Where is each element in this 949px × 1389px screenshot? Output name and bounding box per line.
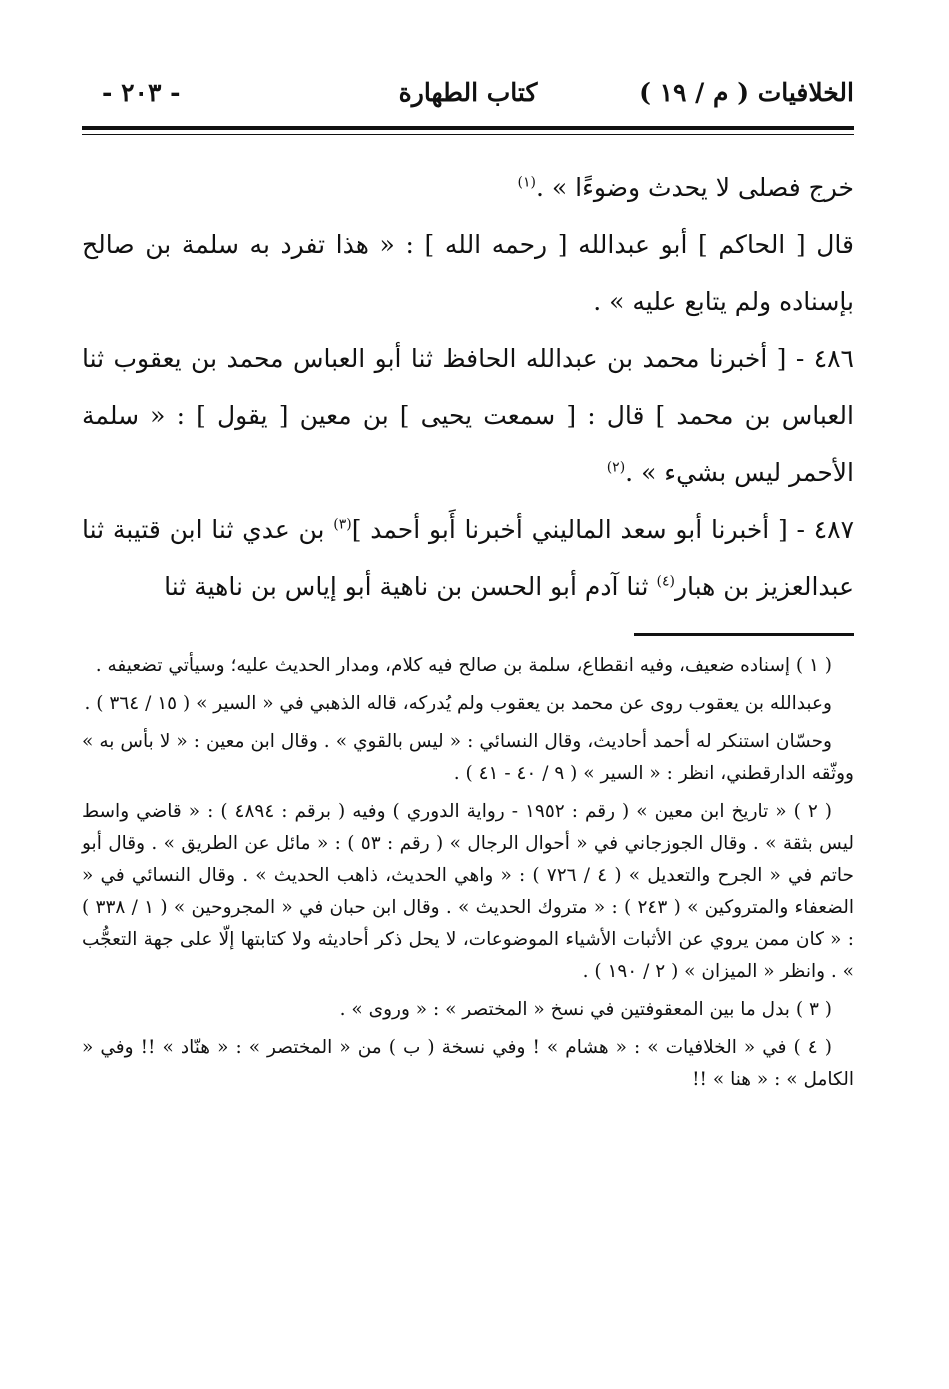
footnote-1-continued: وعبدالله بن يعقوب روى عن محمد بن يعقوب ولم يُدركه، قاله الذهبي في « السير » ( ١٥ / ٣٦٤ ) . [84,693,832,714]
page-number: - ٢٠٣ - [102,78,181,107]
paragraph-1: خرج فصلى لا يحدث وضوءًا » .$^{(١)}$ [517,173,854,202]
book-reference: الخلافيات ( م / ١٩ ) [639,78,854,107]
header-rule-thin [82,134,854,135]
paragraph-486: ٤٨٦ - [ أخبرنا محمد بن عبدالله الحافظ ثنا أبو العباس محمد بن يعقوب ثنا العباس بن محمد ] قال : [ سمعت يحيى ] بن معين [ يقول ] : « سلمة الأحمر ليس بشيء » .$^{(٢)}$ [82,344,854,487]
paragraph-2: قال [ الحاكم ] أبو عبدالله [ رحمه الله ] : « هذا تفرد به سلمة بن صالح بإسناده ولم يتابع عليه » . [82,230,854,316]
footnote-ref-4: (٤) [656,573,675,590]
running-header [82,60,854,118]
chapter-title: كتاب الطهارة [398,78,538,107]
paragraph-487: ٤٨٧ - [ أخبرنا أبو سعد الماليني أخبرنا أَبو أحمد ]$^{(٣)}$ بن عدي ثنا ابن قتيبة ثنا عبدالعزيز بن هبار$^{(٤)}$ ثنا آدم أبو الحسن بن ناهية أبو إياس بن ناهية ثنا [82,515,855,601]
header-rule-thick [82,126,854,130]
book-page [82,60,854,1360]
footnote-ref-1: (١) [517,174,537,191]
footnote-ref-3: (٣) [333,516,352,533]
main-text [82,159,854,615]
footnote-3: ( ٣ ) بدل ما بين المعقوفتين في نسخ « المختصر » : « وروى » . [339,999,832,1020]
footnote-2: ( ٢ ) « تاريخ ابن معين » ( رقم : ١٩٥٢ - رواية الدوري ) وفيه ( برقم : ٤٨٩٤ ) : « قاضي واسط ليس بثقة » . وقال الجوزجاني في « أحوال الرجال » ( رقم : ٥٣ ) : « مائل عن الطريق » . وقال أبو حاتم في « الجرح والتعديل » ( ٤ / ٧٢٦ ) : « واهي الحديث، ذاهب الحديث » . وقال النسائي في « الضعفاء والمتروكين » ( ٢٤٣ ) : « متروك الحديث » . وقال ابن حبان في « المجروحين » ( ١ / ٣٣٨ ) : « كان ممن يروي عن الأثبات الأشياء الموضوعات، لا يحل ذكر أحاديثه ولا كتابتها إلّا على جهة التعجُّب » . وانظر « الميزان » ( ٢ / ١٩٠ ) . [82,801,854,982]
footnote-4: ( ٤ ) في « الخلافيات » : « هشام » ! وفي نسخة ( ب ) من « المختصر » : « هنّاد » !! وفي « الكامل » : « هنا » !! [82,1037,854,1090]
footnote-separator [634,633,854,636]
footnote-1-continued-2: وحسّان استنكر له أحمد أحاديث، وقال النسائي : « ليس بالقوي » . وقال ابن معين : « لا بأس به » ووثّقه الدارقطني، انظر : « السير » ( ٩ / ٤٠ - ٤١ ) . [82,731,854,784]
footnote-ref-2: (٢) [606,459,626,476]
footnote-1: ( ١ ) إسناده ضعيف، وفيه انقطاع، سلمة بن صالح فيه كلام، ومدار الحديث عليه؛ وسيأتي تضعيفه . [95,655,832,676]
footnotes [82,650,854,1096]
